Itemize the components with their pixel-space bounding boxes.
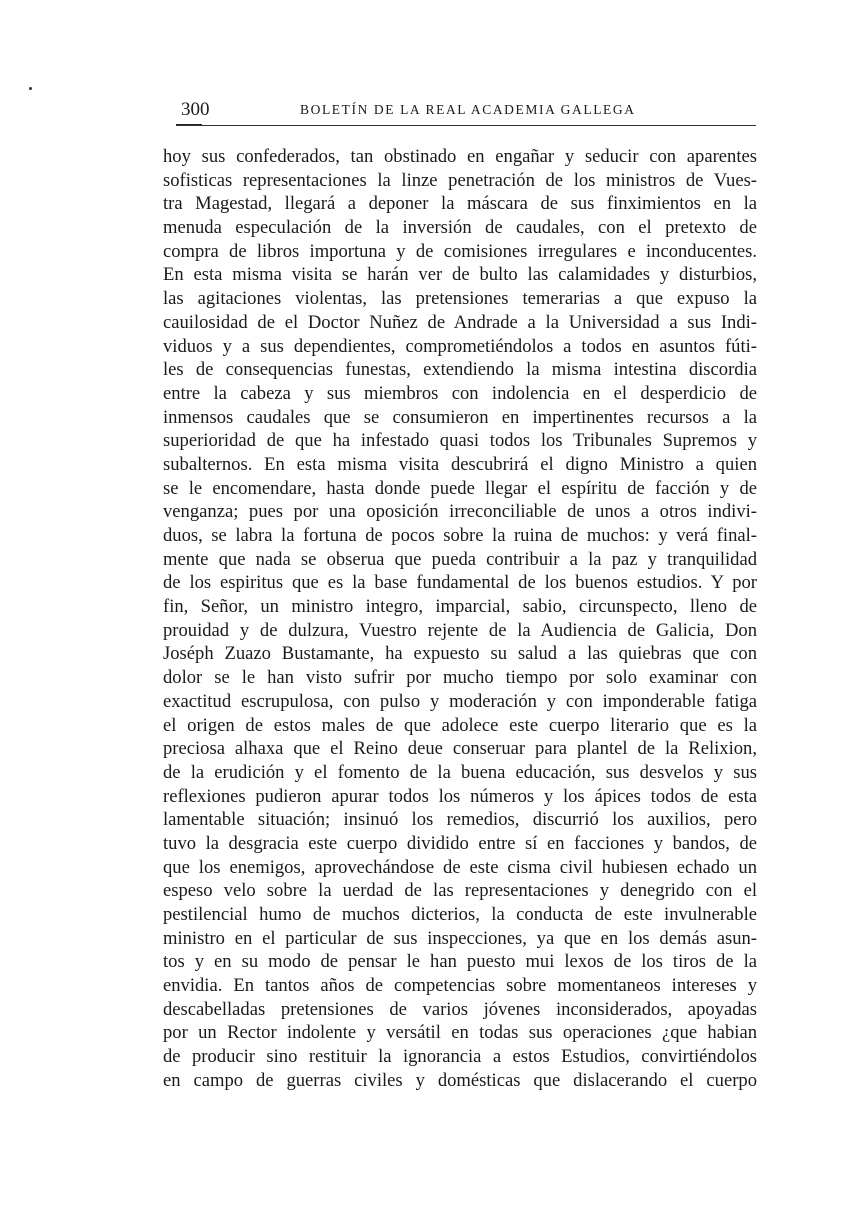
text-line — [163, 761, 757, 785]
text-line-content: de los espiritus que es la base fundamental de los buenos estudios. Y por — [163, 572, 757, 594]
text-line — [163, 571, 757, 595]
text-line — [163, 642, 757, 666]
text-line-content: preciosa alhaxa que el Reino deue conseruar para plantel de la Relixion, — [163, 738, 757, 760]
body-text — [163, 145, 757, 1093]
text-line-content: lamentable situación; insinuó los remedios, discurrió los auxilios, pero — [163, 809, 757, 831]
text-line-content: hoy sus confederados, tan obstinado en engañar y seducir con aparentes — [163, 146, 757, 167]
text-line — [163, 500, 757, 524]
text-line — [163, 1021, 757, 1045]
text-line — [163, 666, 757, 690]
text-line — [163, 879, 757, 903]
text-line — [163, 429, 757, 453]
text-line-content: sofisticas representaciones la linze penetración de los ministros de Vues- — [163, 169, 757, 191]
text-line — [163, 169, 757, 193]
page-number: 300 — [181, 99, 210, 120]
text-line-content: menuda especulación de la inversión de caudales, con el pretexto de — [163, 217, 757, 239]
text-line-content: subalternos. En esta misma visita descubrirá el digno Ministro a quien — [163, 453, 757, 475]
text-line-content: dolor se le han visto sufrir por mucho tiempo por solo examinar con — [163, 667, 757, 689]
text-line-content: de producir sino restituir la ignorancia a estos Estudios, convirtiéndolos — [163, 1046, 757, 1068]
text-line-content: compra de libros importuna y de comisiones irregulares e inconducentes. — [163, 240, 757, 262]
text-line — [163, 406, 757, 430]
text-line — [163, 950, 757, 974]
text-line — [163, 785, 757, 809]
text-line — [163, 477, 757, 501]
text-line-content: tuvo la desgracia este cuerpo dividido entre sí en facciones y bandos, de — [163, 832, 757, 854]
text-line-content: entre la cabeza y sus miembros con indolencia en el desperdicio de — [163, 382, 757, 404]
text-line-content: tra Magestad, llegará a deponer la máscara de sus finximientos en la — [163, 193, 757, 215]
text-line — [163, 832, 757, 856]
text-line-content: se le encomendare, hasta donde puede llegar el espíritu de facción y de — [163, 477, 757, 499]
text-line — [163, 690, 757, 714]
text-line-content: Joséph Zuazo Bustamante, ha expuesto su salud a las quiebras que con — [163, 643, 757, 665]
text-line-content: que los enemigos, aprovechándose de este cisma civil hubiesen echado un — [163, 856, 757, 878]
text-line-content: duos, se labra la fortuna de pocos sobre la ruina de muchos: y verá final- — [163, 525, 757, 546]
text-line — [163, 1069, 757, 1093]
text-line — [163, 927, 757, 951]
text-line — [163, 619, 757, 643]
text-line-content: viduos y a sus dependientes, comprometiéndolos a todos en asuntos fúti- — [163, 335, 757, 357]
text-line-content: les de consequencias funestas, extendiendo la misma intestina discordia — [163, 359, 757, 381]
text-line-content: exactitud escrupulosa, con pulso y moderación y con imponderable fatiga — [163, 690, 757, 712]
text-line — [163, 287, 757, 311]
text-line-content: inmensos caudales que se consumieron en impertinentes recursos a la — [163, 406, 757, 428]
text-line-content: de la erudición y el fomento de la buena educación, sus desvelos y sus — [163, 761, 757, 783]
text-line — [163, 595, 757, 619]
text-line — [163, 335, 757, 359]
header-rule — [176, 125, 756, 126]
text-line — [163, 216, 757, 240]
text-line — [163, 737, 757, 761]
text-line — [163, 998, 757, 1022]
text-line-content: venganza; pues por una oposición irreconciliable de unos a otros indivi- — [163, 501, 757, 523]
text-line — [163, 903, 757, 927]
text-line — [163, 548, 757, 572]
running-title: BOLETÍN DE LA REAL ACADEMIA GALLEGA — [300, 102, 636, 117]
text-line — [163, 382, 757, 406]
text-line-content: mente que nada se obserua que pueda contribuir a la paz y tranquilidad — [163, 548, 757, 570]
text-line — [163, 145, 757, 169]
text-line-content: reflexiones pudieron apurar todos los números y los ápices todos de esta — [163, 785, 757, 807]
text-line-content: pestilencial humo de muchos dicterios, la conducta de este invulnerable — [163, 904, 757, 925]
text-line-content: prouidad y de dulzura, Vuestro rejente de la Audiencia de Galicia, Don — [163, 619, 757, 641]
text-line — [163, 524, 757, 548]
text-line-content: las agitaciones violentas, las pretensiones temerarias a que expuso la — [163, 288, 757, 310]
text-line-content: En esta misma visita se harán ver de bulto las calamidades y disturbios, — [163, 264, 757, 286]
text-line — [163, 358, 757, 382]
text-line-content: por un Rector indolente y versátil en todas sus operaciones ¿que habian — [163, 1022, 757, 1044]
text-line — [163, 856, 757, 880]
text-line — [163, 192, 757, 216]
text-line-content: superioridad de que ha infestado quasi todos los Tribunales Supremos y — [163, 430, 757, 452]
text-line — [163, 1045, 757, 1069]
text-line — [163, 714, 757, 738]
text-line — [163, 974, 757, 998]
text-line-content: cauilosidad de el Doctor Nuñez de Andrade a la Universidad a sus Indi- — [163, 311, 757, 333]
scan-speck — [29, 87, 32, 90]
text-line — [163, 311, 757, 335]
text-line-content: ministro en el particular de sus inspecciones, ya que en los demás asun- — [163, 927, 757, 949]
text-line-content: tos y en su modo de pensar le han puesto mui lexos de los tiros de la — [163, 951, 757, 973]
text-line — [163, 808, 757, 832]
text-line — [163, 263, 757, 287]
text-line-content: en campo de guerras civiles y domésticas que dislacerando el cuerpo — [163, 1069, 757, 1091]
text-line-content: envidia. En tantos años de competencias sobre momentaneos intereses y — [163, 975, 757, 997]
text-line — [163, 453, 757, 477]
text-line-content: espeso velo sobre la uerdad de las representaciones y denegrido con el — [163, 880, 757, 902]
text-line-content: el origen de estos males de que adolece este cuerpo literario que es la — [163, 714, 757, 736]
text-line-content: descabelladas pretensiones de varios jóvenes inconsiderados, apoyadas — [163, 998, 757, 1020]
text-line — [163, 240, 757, 264]
text-line-content: fin, Señor, un ministro integro, imparcial, sabio, circunspecto, lleno de — [163, 596, 757, 618]
